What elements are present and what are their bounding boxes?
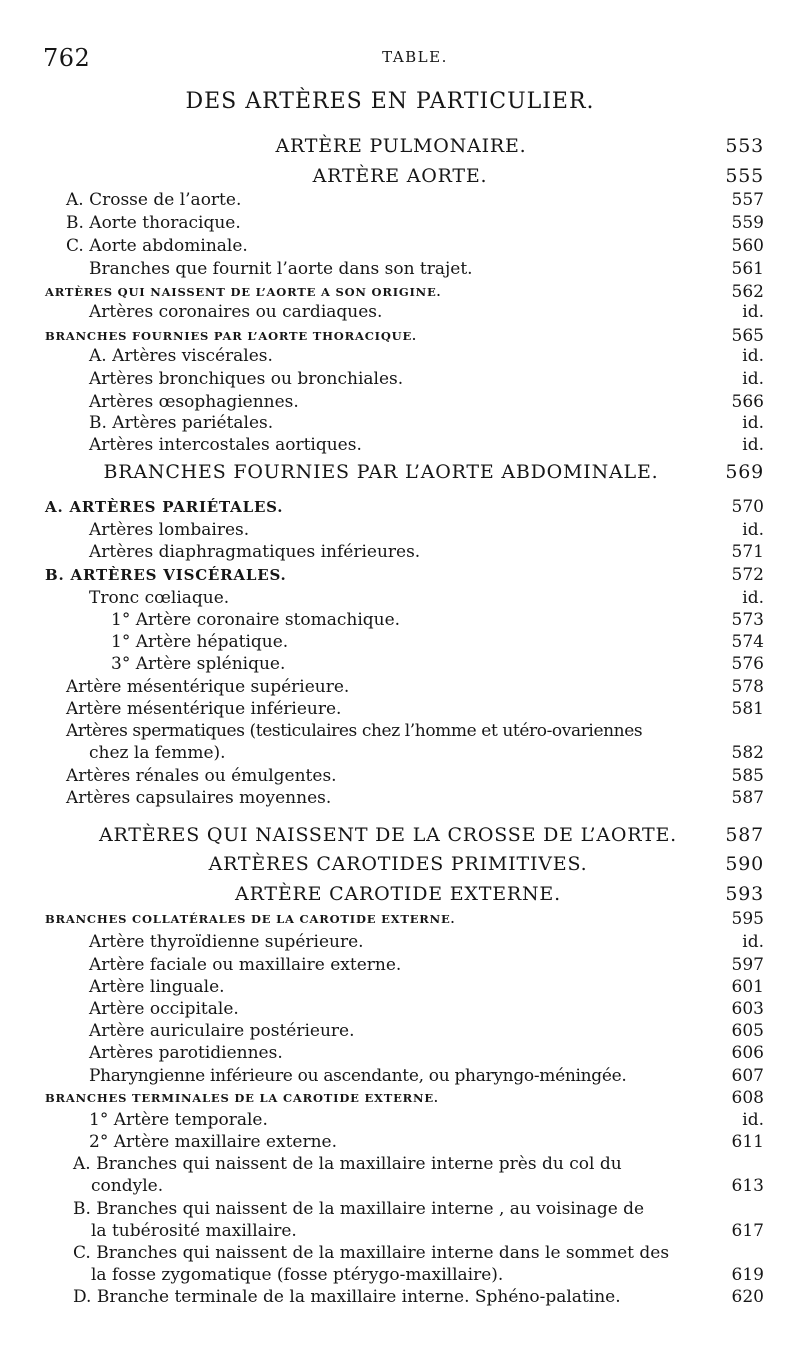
book-page: 762 TABLE. DES ARTÈRES EN PARTICULIER. ARTÈRE PULMONAIRE. 553 ARTÈRE AORTE. 555 A. Crosse de l’aorte. 557 B. Aorte thoracique. 559 C. Aorte abdominale. 560 Branches que fournit l’aorte dans son trajet. 561 ARTÈRES QUI NAISSENT DE L’AORTE A SON ORIGINE. 562 Artères coronaires ou cardiaques. id. BRANCHES FOURNIES PAR L’AORTE THORACIQUE. 565 A. Artères viscérales. id. Artères bronchiques ou bronchiales. id. Artères œsophagiennes. 566 B. Artères pariétales. id. Artères intercostales aortiques. id. BRANCHES FOURNIES PAR L’AORTE ABDOMINALE. 569 A. ARTÈRES PARIÉTALES. 570 Artères lombaires. id. Artères diaphragmatiques inférieures. 571 B. ARTÈRES VISCÉRALES. 572 Tronc cœliaque. id. 1° Artère coronaire stomachique. 573 1° Artère hépatique. 574 3° Artère splénique. 576 Artère mésentérique supérieure. 578 Artère mésentérique inférieure. 581 Artères spermatiques (testiculaires chez l’homme et utéro-ovariennes chez la femme). 582 Artères rénales ou émulgentes. 585 Artères capsulaires moyennes. 587 ARTÈRES QUI NAISSENT DE LA CROSSE DE L’AORTE. 587 ARTÈRES CAROTIDES PRIMITIVES. 590 ARTÈRE CAROTIDE EXTERNE. 593 BRANCHES COLLATÉRALES DE LA CAROTIDE EXTERNE. 595 Artère thyroïdienne supérieure. id. Artère faciale ou maxillaire externe. 597 Artère linguale. 601 Artère occipitale. 603 Artère auriculaire postérieure. 605 Artères parotidiennes. 606 Pharyngienne inférieure ou ascendante, ou pharyngo-méningée. 607 BRANCHES TERMINALES DE LA CAROTIDE EXTERNE. 608 1° Artère temporale. id. 2° Artère maxillaire externe. 611 A. Branches qui naissent de la maxillaire interne près du col du condyle. 613 B. Branches qui naissent de la maxillaire interne , au voisinage de la tubérosité maxillaire. 617 C. Branches qui naissent de la maxillaire interne dans le sommet des la fosse zygomatique (fosse ptérygo-maxillaire). 619 D. Branche terminale de la maxillaire interne. Sphéno-palatine. 620 — [0, 0, 800, 1349]
running-head: TABLE. — [382, 48, 448, 66]
page-number: 762 — [43, 44, 91, 72]
